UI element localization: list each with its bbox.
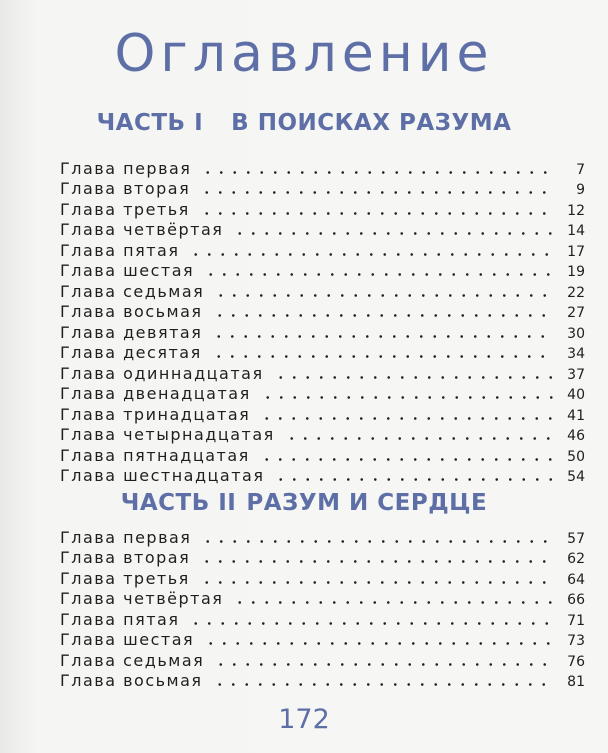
dot-leader — [200, 560, 555, 563]
dot-leader — [189, 622, 555, 625]
toc-entry[interactable] — [60, 178, 585, 199]
toc-entry[interactable] — [60, 444, 585, 465]
chapter-page-number: 37 — [567, 366, 585, 383]
chapter-title: Глава четвёртая — [60, 589, 224, 608]
part-1-chapter-list — [60, 157, 585, 485]
dot-leader — [201, 540, 555, 543]
chapter-page-number: 57 — [567, 530, 585, 547]
chapter-title: Глава шестнадцатая — [60, 466, 265, 485]
dot-leader — [214, 663, 555, 666]
chapter-title: Глава шестая — [60, 630, 195, 649]
toc-entry[interactable] — [60, 157, 585, 178]
chapter-page-number: 14 — [567, 223, 585, 239]
chapter-page-number: 50 — [567, 448, 585, 465]
dot-leader — [213, 683, 555, 686]
toc-entry[interactable] — [60, 198, 585, 219]
toc-entry[interactable] — [60, 526, 585, 547]
chapter-title: Глава вторая — [60, 548, 191, 567]
toc-entry[interactable] — [60, 649, 585, 670]
chapter-title: Глава десятая — [60, 343, 202, 362]
chapter-title: Глава третья — [60, 199, 190, 219]
chapter-page-number: 22 — [567, 284, 585, 301]
chapter-title: Глава одиннадцатая — [60, 363, 264, 383]
toc-entry[interactable] — [60, 280, 585, 301]
toc-entry[interactable] — [60, 321, 585, 342]
chapter-title: Глава первая — [60, 158, 192, 178]
chapter-title: Глава четвёртая — [60, 220, 224, 239]
toc-entry[interactable] — [60, 219, 585, 240]
dot-leader — [214, 294, 555, 297]
chapter-title: Глава двенадцатая — [60, 384, 251, 403]
dot-leader — [200, 581, 555, 584]
chapter-page-number: 19 — [567, 264, 585, 280]
dot-leader — [233, 232, 555, 235]
chapter-page-number: 34 — [567, 346, 585, 362]
toc-entry[interactable] — [60, 670, 585, 691]
toc-entry[interactable] — [60, 403, 585, 424]
dot-leader — [285, 437, 555, 440]
chapter-title: Глава третья — [60, 568, 190, 588]
toc-entry[interactable] — [60, 239, 585, 260]
toc-entry[interactable] — [60, 260, 585, 281]
chapter-page-number: 66 — [567, 592, 585, 608]
toc-entry[interactable] — [60, 342, 585, 363]
page-number: 172 — [278, 704, 330, 735]
dot-leader — [213, 314, 555, 317]
chapter-page-number: 41 — [567, 407, 585, 424]
chapter-title: Глава пятая — [60, 609, 180, 629]
chapter-page-number: 30 — [567, 325, 585, 342]
dot-leader — [200, 191, 555, 194]
chapter-title: Глава восьмая — [60, 671, 203, 690]
chapter-page-number: 27 — [567, 305, 585, 321]
chapter-title: Глава восьмая — [60, 302, 203, 321]
part-2-number: ЧАСТЬ II — [120, 490, 237, 516]
toc-entry[interactable] — [60, 301, 585, 322]
chapter-title: Глава вторая — [60, 179, 191, 198]
chapter-page-number: 62 — [567, 551, 585, 567]
toc-entry[interactable] — [60, 588, 585, 609]
page-title: Оглавление — [114, 24, 494, 84]
chapter-page-number: 81 — [567, 674, 585, 690]
dot-leader — [274, 478, 555, 481]
chapter-page-number: 71 — [567, 612, 585, 629]
toc-entry[interactable] — [60, 629, 585, 650]
part-2-heading — [0, 490, 608, 516]
chapter-title: Глава пятнадцатая — [60, 445, 250, 465]
toc-entry[interactable] — [60, 465, 585, 486]
part-2-name: РАЗУМ И СЕРДЦЕ — [246, 490, 488, 516]
dot-leader — [200, 212, 555, 215]
dot-leader — [212, 355, 555, 358]
chapter-page-number: 7 — [576, 161, 585, 178]
toc-entry[interactable] — [60, 424, 585, 445]
chapter-page-number: 17 — [567, 243, 585, 260]
chapter-page-number: 54 — [567, 469, 585, 485]
toc-entry[interactable] — [60, 362, 585, 383]
chapter-title: Глава седьмая — [60, 650, 205, 670]
chapter-page-number: 76 — [567, 653, 585, 670]
dot-leader — [204, 642, 555, 645]
chapter-title: Глава тринадцатая — [60, 404, 251, 424]
chapter-title: Глава шестая — [60, 261, 195, 280]
dot-leader — [204, 273, 555, 276]
dot-leader — [212, 335, 555, 338]
dot-leader — [201, 171, 555, 174]
chapter-title: Глава пятая — [60, 240, 180, 260]
chapter-page-number: 12 — [567, 202, 585, 219]
toc-entry[interactable] — [60, 383, 585, 404]
chapter-title: Глава четырнадцатая — [60, 425, 275, 444]
chapter-page-number: 9 — [576, 182, 585, 198]
toc-entry[interactable] — [60, 567, 585, 588]
chapter-page-number: 40 — [567, 387, 585, 403]
dot-leader — [261, 396, 555, 399]
part-1-heading — [0, 110, 608, 136]
toc-entry[interactable] — [60, 608, 585, 629]
part-2-chapter-list — [60, 526, 585, 690]
part-1-name: В ПОИСКАХ РАЗУМА — [231, 110, 512, 136]
toc-entry[interactable] — [60, 547, 585, 568]
dot-leader — [189, 253, 555, 256]
chapter-title: Глава седьмая — [60, 281, 205, 301]
part-1-number: ЧАСТЬ I — [96, 110, 204, 136]
chapter-page-number: 73 — [567, 633, 585, 649]
chapter-title: Глава первая — [60, 527, 192, 547]
dot-leader — [233, 601, 555, 604]
dot-leader — [260, 417, 555, 420]
dot-leader — [274, 376, 555, 379]
chapter-page-number: 46 — [567, 428, 585, 444]
dot-leader — [260, 458, 555, 461]
chapter-page-number: 64 — [567, 571, 585, 588]
chapter-title: Глава девятая — [60, 322, 203, 342]
